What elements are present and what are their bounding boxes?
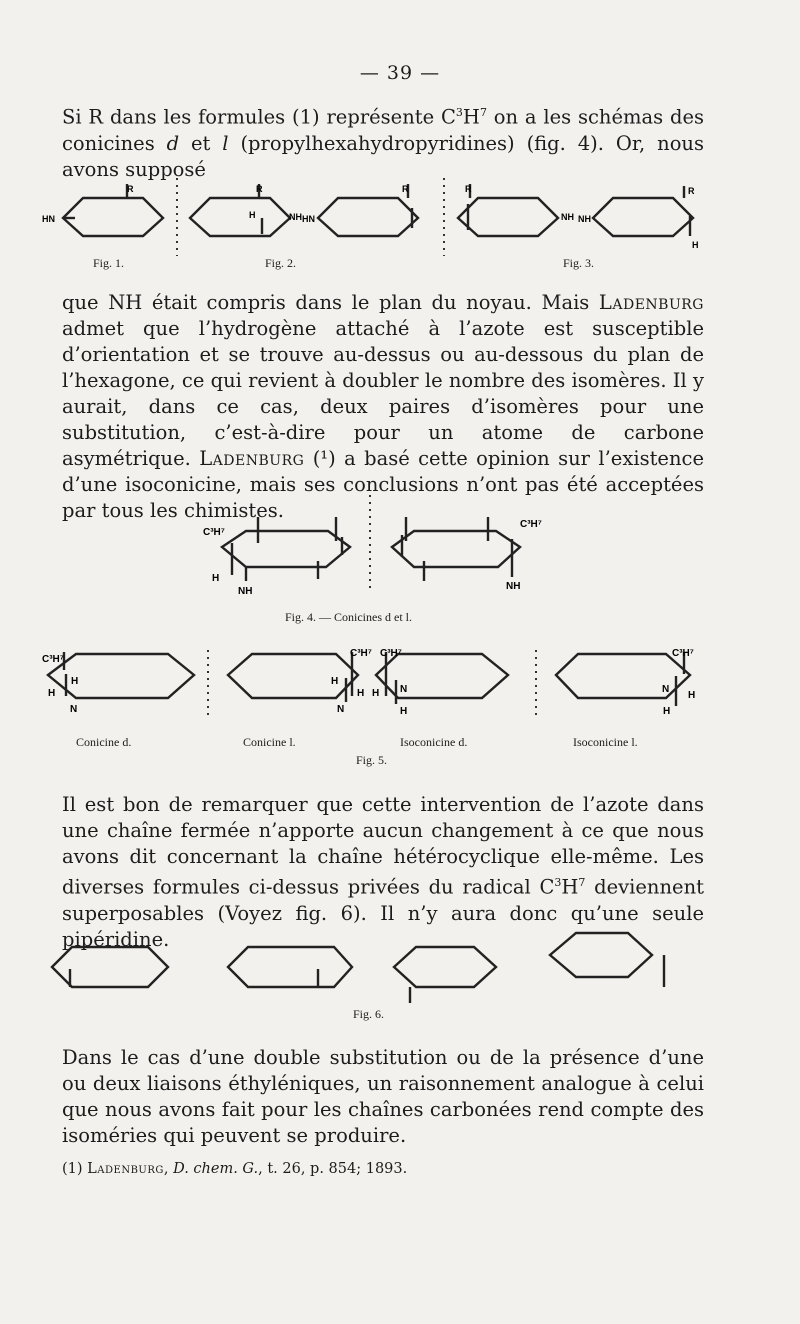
para1-d: d <box>166 131 180 155</box>
paragraph-4: Dans le cas d’une double substitution ou de la présence d’une ou deux liaisons éthyléniques, un raisonnement analogue à celui que nous avons fait pour les chaînes carbonées rend compte des isoméries qui peuvent se produire. <box>62 1046 704 1147</box>
figure-6 <box>0 925 800 1010</box>
fig2-atom-h: H <box>249 210 256 220</box>
fig5-isoconicine-d <box>376 652 508 704</box>
fig3b-atom-r: R <box>465 184 472 194</box>
fig6-molecule-2 <box>228 947 352 987</box>
fig3c-atom-h: H <box>692 240 699 250</box>
fig1-molecule <box>63 184 163 236</box>
fig4-right-nh: NH <box>506 581 521 592</box>
fig3c-atom-nh: NH <box>578 214 591 224</box>
fig1-atom-hn: HN <box>42 214 55 224</box>
fig2-atom-r: R <box>256 184 263 194</box>
para1-l: l <box>222 131 229 155</box>
fig2-atom-nh: NH <box>289 212 302 222</box>
fig3a-atom-hn: HN <box>302 214 315 224</box>
fig5-cl-c3h7: C³H⁷ <box>350 648 372 659</box>
footnote: (1) Ladenburg, D. chem. G., t. 26, p. 854; 1893. <box>62 1161 408 1177</box>
fig5-cl-h2: H <box>357 688 365 699</box>
para3-text: Il est bon de remarquer que cette intervention de l’azote dans une chaîne fermée n’apporte aucun changement à ce que nous avons dit concernant la chaîne hétérocyclique elle-même. Les diverses formules ci-dessus privées du radical C <box>62 793 704 899</box>
author-name: Ladenburg <box>199 447 305 470</box>
fig2-molecule <box>190 184 290 236</box>
fig5-id-n: N <box>400 684 408 695</box>
para3-sup: 7 <box>578 876 586 889</box>
fig6-molecule-3 <box>394 947 496 1003</box>
fig1-atom-r: R <box>127 184 134 194</box>
footnote-number: (1) <box>62 1161 83 1177</box>
fig5-label-conicine-l: Conicine l. <box>243 735 296 749</box>
fig4-right-molecule <box>392 517 520 581</box>
footnote-ref: (¹) <box>312 447 336 470</box>
para3-h: H <box>561 875 579 899</box>
fig3c-molecule <box>593 186 693 236</box>
page-number: — 39 — <box>359 62 441 84</box>
footnote-author: Ladenburg <box>87 1161 164 1177</box>
fig5-il-h2: H <box>663 706 671 717</box>
fig5-id-h: H <box>372 688 380 699</box>
fig3-caption: Fig. 3. <box>563 256 595 270</box>
para1-text: (propylhexahydropyridines) (fig. 4). Or, nous avons supposé <box>62 131 705 181</box>
footnote-journal: D. chem. G. <box>173 1161 259 1177</box>
fig1-caption: Fig. 1. <box>93 256 125 270</box>
para2-text: que NH était compris dans le plan du noyau. Mais <box>62 291 599 314</box>
fig5-cd-n: N <box>70 704 78 715</box>
fig5-caption: Fig. 5. <box>356 753 388 767</box>
fig4-left-nh: NH <box>238 586 253 597</box>
paragraph-1 <box>62 100 704 183</box>
fig3c-atom-r: R <box>688 186 695 196</box>
fig5-id-h2: H <box>400 706 408 717</box>
fig6-caption: Fig. 6. <box>353 1007 385 1021</box>
para1-text: et <box>179 131 223 155</box>
fig5-il-n: N <box>662 684 670 695</box>
fig4-left-h: H <box>212 573 220 584</box>
fig5-label-conicine-d: Conicine d. <box>76 735 132 749</box>
fig4-left-molecule <box>222 517 350 581</box>
fig5-id-c3h7: C³H⁷ <box>380 648 402 659</box>
fig5-cd-h2: H <box>71 676 79 687</box>
fig5-label-isoconicine-l: Isoconicine l. <box>573 735 638 749</box>
para1-h: H <box>462 105 480 129</box>
fig5-conicine-d <box>48 652 194 698</box>
fig5-isoconicine-l <box>556 652 690 706</box>
author-name: Ladenburg <box>598 291 704 314</box>
para3-text: deviennent superposables (Voyez fig. 6). Il n’y aura donc qu’une seule pipéridine. <box>62 875 704 951</box>
fig4-left-c3h7: C³H⁷ <box>203 527 225 538</box>
fig4-caption: Fig. 4. — Conicines d et l. <box>285 610 412 624</box>
fig4-right-c3h7: C³H⁷ <box>520 519 542 530</box>
fig5-cl-n: N <box>337 704 345 715</box>
fig5-cd-c3h7: C³H⁷ <box>42 654 64 665</box>
para2-text: a basé cette opinion sur l’existence d’une isoconicine, mais ses conclusions n’ont pas été acceptées par tous les chimistes. <box>62 447 704 522</box>
fig5-il-c3h7: C³H⁷ <box>672 648 694 659</box>
para1-sup: 3 <box>455 106 463 119</box>
fig5-il-h: H <box>688 690 696 701</box>
para1-sup: 7 <box>479 106 487 119</box>
fig5-cd-h: H <box>48 688 56 699</box>
para3-sup: 3 <box>554 876 562 889</box>
para1-text: Si R dans les formules (1) représente C <box>62 105 456 129</box>
fig5-label-isoconicine-d: Isoconicine d. <box>400 735 468 749</box>
fig6-molecule-4 <box>550 933 664 987</box>
fig6-molecule-1 <box>52 947 168 987</box>
figure-4 <box>0 495 800 615</box>
fig5-conicine-l <box>228 652 358 702</box>
fig3b-molecule <box>458 184 558 236</box>
fig5-cl-h: H <box>331 676 339 687</box>
footnote-details: , t. 26, p. 854; 1893. <box>258 1161 408 1177</box>
para1-text: on a les schémas des conicines <box>62 105 704 155</box>
fig2-caption: Fig. 2. <box>265 256 297 270</box>
fig3a-atom-r: R <box>402 184 409 194</box>
fig3b-atom-nh: NH <box>561 212 574 222</box>
para2-text: admet que l’hydrogène attaché à l’azote est susceptible d’orientation et se trouve au-dessus ou au-dessous du plan de l’hexagone, ce qui revient à doubler le nombre des isomères. Il y aurait, dans ce cas, deux paires d’isomères pour une substitution, c’est-à-dire pour un atome de carbone asymétrique. <box>62 317 704 470</box>
figure-5 <box>0 640 800 725</box>
paragraph-2 <box>62 290 704 524</box>
